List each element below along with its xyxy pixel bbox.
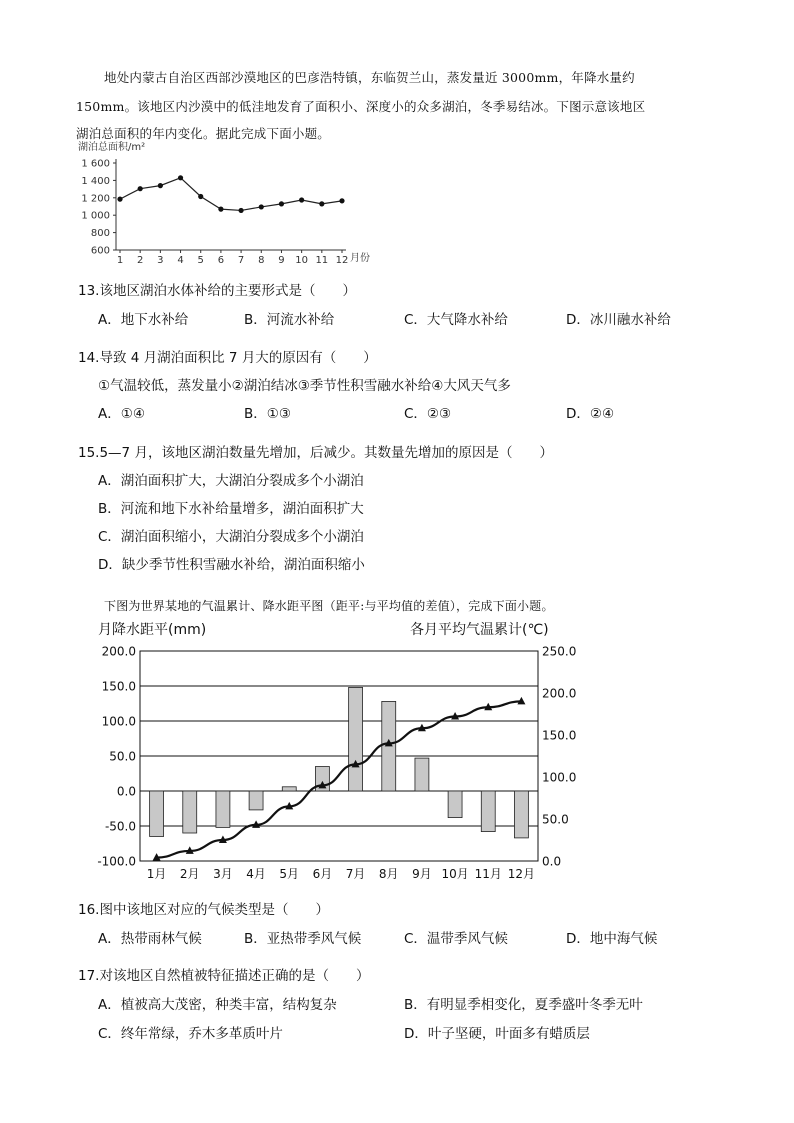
chart1-x-tick-label: 5	[197, 255, 204, 266]
q17-option-c[interactable]: C．终年常绿，乔木多革质叶片	[98, 1026, 283, 1042]
chart1-data-point	[339, 198, 344, 203]
q15-option-a[interactable]: A．湖泊面积扩大，大湖泊分裂成多个小湖泊	[98, 473, 364, 489]
chart1-data-point	[279, 201, 284, 206]
chart1-y-tick-label: 800	[90, 228, 110, 240]
chart2-precip-bar	[514, 791, 528, 838]
chart2-left-tick-label: -50.0	[104, 819, 136, 834]
chart1-data-point	[259, 204, 264, 209]
q17-option-b[interactable]: B．有明显季相变化，夏季盛叶冬季无叶	[404, 997, 643, 1013]
chart2-precip-bar	[216, 791, 230, 827]
chart2-x-tick-label: 3月	[213, 867, 233, 881]
chart2-x-tick-label: 2月	[179, 867, 200, 881]
chart2-left-tick-label: -100.0	[97, 854, 136, 869]
chart2-x-tick-label: 9月	[412, 867, 432, 881]
chart2-x-tick-label: 10月	[441, 867, 469, 881]
climate-chart	[80, 615, 600, 887]
chart2-right-tick-label: 200.0	[542, 686, 577, 701]
q14-option-b[interactable]: B．①③	[244, 406, 291, 422]
chart1-data-point	[198, 194, 203, 199]
chart2-left-tick-label: 50.0	[109, 749, 136, 764]
q14-option-d[interactable]: D．②④	[566, 406, 615, 422]
chart1-x-tick-label: 10	[295, 255, 309, 266]
q16-option-b[interactable]: B．亚热带季风气候	[244, 931, 362, 947]
chart1-x-tick-label: 1	[116, 255, 124, 266]
q13-option-a[interactable]: A．地下水补给	[98, 312, 189, 328]
chart1-data-point	[218, 207, 223, 212]
chart2-precip-bar	[183, 791, 197, 833]
chart1-y-tick-label: 600	[90, 245, 110, 257]
chart1-x-tick-label: 11	[315, 255, 329, 266]
chart2-right-tick-label: 250.0	[542, 644, 577, 659]
chart2-right-axis-label: 各月平均气温累计(℃)	[410, 622, 549, 638]
chart2-precip-bar	[282, 787, 296, 791]
chart2-x-tick-label: 8月	[378, 867, 399, 881]
q14-option-a[interactable]: A．①④	[98, 406, 145, 422]
chart2-temperature-line	[157, 701, 522, 857]
chart2-x-tick-label: 11月	[474, 867, 502, 881]
q15-option-d[interactable]: D．缺少季节性积雪融水补给，湖泊面积缩小	[98, 557, 365, 573]
q13-option-b[interactable]: B．河流水补给	[244, 312, 335, 328]
chart1-data-point	[238, 208, 243, 213]
chart2-left-tick-label: 150.0	[101, 679, 136, 694]
chart2-x-tick-label: 1月	[146, 867, 167, 881]
chart1-y-tick-label: 1 200	[81, 193, 110, 205]
chart2-x-tick-label: 4月	[246, 867, 266, 881]
passage1-line1: 地处内蒙古自治区西部沙漠地区的巴彦浩特镇，东临贺兰山，蒸发量近 3000mm，年降水量约	[104, 70, 635, 85]
lake-area-chart	[70, 140, 390, 268]
chart1-y-tick-label: 1 400	[81, 175, 110, 187]
chart1-x-tick-label: 7	[237, 255, 245, 266]
question-15-stem: 15.5—7 月，该地区湖泊数量先增加，后减少。其数量先增加的原因是（ ）	[78, 445, 553, 461]
chart2-right-tick-label: 100.0	[542, 770, 577, 785]
chart1-y-axis-label: 湖泊总面积/m²	[78, 142, 146, 153]
passage1-line2: 150mm。该地区内沙漠中的低洼地发育了面积小、深度小的众多湖泊，冬季易结冰。下图示意该地区	[76, 99, 646, 114]
passage1-line3: 湖泊总面积的年内变化。据此完成下面小题。	[76, 126, 331, 141]
chart1-data-point	[158, 183, 163, 188]
chart2-x-tick-label: 12月	[507, 867, 536, 881]
chart2-precip-bar	[481, 791, 495, 832]
question-17-stem: 17.对该地区自然植被特征描述正确的是（ ）	[78, 968, 370, 984]
q15-option-c[interactable]: C．湖泊面积缩小，大湖泊分裂成多个小湖泊	[98, 529, 364, 545]
chart2-precip-bar	[349, 687, 363, 791]
chart1-series-line	[120, 178, 342, 211]
chart1-x-tick-label: 2	[136, 255, 144, 266]
chart1-x-tick-label: 8	[258, 255, 265, 266]
chart1-data-point	[117, 197, 122, 202]
chart2-right-tick-label: 0.0	[542, 854, 562, 869]
chart1-x-tick-label: 9	[278, 255, 285, 266]
chart2-left-tick-label: 100.0	[101, 714, 136, 729]
q14-option-c[interactable]: C．②③	[404, 406, 452, 422]
chart1-x-tick-label: 12	[335, 255, 349, 266]
q17-option-d[interactable]: D．叶子坚硬，叶面多有蜡质层	[404, 1026, 590, 1042]
q13-option-d[interactable]: D．冰川融水补给	[566, 312, 671, 328]
passage2: 下图为世界某地的气温累计、降水距平图（距平:与平均值的差值），完成下面小题。	[104, 599, 554, 613]
chart2-x-tick-label: 5月	[279, 867, 300, 881]
chart1-data-point	[138, 186, 143, 191]
chart2-left-tick-label: 0.0	[116, 784, 136, 799]
chart2-x-tick-label: 7月	[345, 867, 366, 881]
chart1-x-tick-label: 4	[177, 255, 184, 266]
chart1-data-point	[299, 197, 304, 202]
chart2-left-tick-label: 200.0	[101, 644, 136, 659]
chart2-precip-bar	[415, 758, 429, 791]
chart1-data-point	[319, 201, 324, 206]
chart2-precip-bar	[150, 791, 164, 837]
q16-option-a[interactable]: A．热带雨林气候	[98, 931, 202, 947]
chart1-y-tick-label: 1 600	[81, 158, 110, 170]
chart2-precip-bar	[448, 791, 462, 818]
chart2-right-tick-label: 50.0	[542, 812, 569, 827]
question-14-stem: 14.导致 4 月湖泊面积比 7 月大的原因有（ ）	[78, 350, 377, 366]
q17-option-a[interactable]: A．植被高大茂密，种类丰富，结构复杂	[98, 997, 337, 1013]
chart1-x-axis-label: 月份	[350, 253, 370, 264]
chart2-right-tick-label: 150.0	[542, 728, 577, 743]
question-14-subline: ①气温较低，蒸发量小②湖泊结冰③季节性积雪融水补给④大风天气多	[98, 378, 511, 394]
q15-option-b[interactable]: B．河流和地下水补给量增多，湖泊面积扩大	[98, 501, 364, 517]
chart2-left-axis-label: 月降水距平(mm)	[98, 622, 207, 638]
question-13-stem: 13.该地区湖泊水体补给的主要形式是（ ）	[78, 283, 356, 299]
chart1-data-point	[178, 175, 183, 180]
chart1-x-tick-label: 3	[157, 255, 164, 266]
chart2-x-tick-label: 6月	[312, 867, 333, 881]
question-16-stem: 16.图中该地区对应的气候类型是（ ）	[78, 902, 329, 918]
q16-option-c[interactable]: C．温带季风气候	[404, 931, 508, 947]
q16-option-d[interactable]: D．地中海气候	[566, 931, 658, 947]
chart2-precip-bar	[249, 791, 263, 810]
chart1-y-tick-label: 1 000	[81, 210, 110, 222]
q13-option-c[interactable]: C．大气降水补给	[404, 312, 508, 328]
chart1-x-tick-label: 6	[217, 255, 225, 266]
